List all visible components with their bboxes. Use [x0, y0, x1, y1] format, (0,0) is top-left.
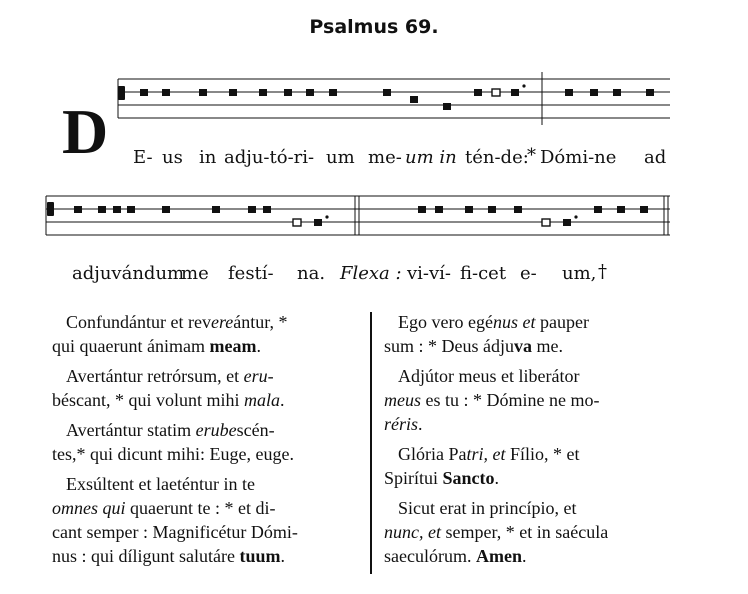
lyric-syllable: na. [297, 263, 326, 284]
c-clef-icon-2 [47, 202, 54, 216]
lyric-syllable: adjuvándum [72, 263, 185, 284]
verse-stanza: Adjútor meus et liberátor meus es tu : * Dómine ne mo- réris. [384, 366, 600, 434]
verse-column-right [384, 310, 684, 574]
verse-stanza: Glória Patri, et Fílio, * et Spirítui Sancto. [384, 444, 580, 488]
flexa-label: Flexa : [340, 263, 402, 284]
lyric-syllable: me- [368, 147, 402, 168]
lyric-syllable: E- [133, 147, 153, 168]
lyric-syllable: us [162, 147, 183, 168]
lyric-syllable: tén-de: [465, 147, 529, 168]
lyric-syllable: um, [562, 263, 597, 284]
lyric-syllable: um [326, 147, 355, 168]
lyric-syllable: in [199, 147, 217, 168]
chant-initial-letter: D [62, 96, 109, 167]
verse-stanza: Avertántur statim erubescén- tes,* qui dicunt mihi: Euge, euge. [52, 420, 294, 464]
verse-stanza: Sicut erat in princípio, et nunc, et semper, * et in saécula saeculórum. Amen. [384, 498, 609, 566]
lyric-syllable: Dómi-ne [540, 147, 617, 168]
verse-stanza: Avertántur retrórsum, et eru- béscant, * qui volunt mihi mala. [52, 366, 285, 410]
verse-column-left [52, 310, 358, 574]
verse-stanza: Confundántur et revereántur, * qui quaerunt ánimam meam. [52, 312, 288, 356]
lyric-syllable-italic: um in [405, 147, 457, 168]
dagger-mark: † [598, 261, 607, 282]
psalm-title: Psalmus 69. [309, 16, 439, 38]
lyric-syllable: vi-ví- [407, 263, 452, 284]
lyric-syllable: e- [520, 263, 537, 284]
verse-stanza: Exsúltent et laeténtur in te omnes qui quaerunt te : * et di- cant semper : Magnificétur Dómi- nus : qui díligunt salutáre tuum. [52, 474, 298, 566]
column-divider [370, 312, 372, 574]
asterisk-mark: * [527, 145, 536, 166]
lyric-syllable: ad [644, 147, 667, 168]
lyric-syllable: fi-cet [460, 263, 507, 284]
lyric-syllable: adju-tó-ri- [224, 147, 315, 168]
lyric-syllable: festí- [228, 263, 274, 284]
lyric-syllable: me [181, 263, 209, 284]
verse-stanza: Ego vero egénus et pauper sum : * Deus ádjuva me. [384, 312, 589, 356]
c-clef-icon [118, 86, 125, 100]
